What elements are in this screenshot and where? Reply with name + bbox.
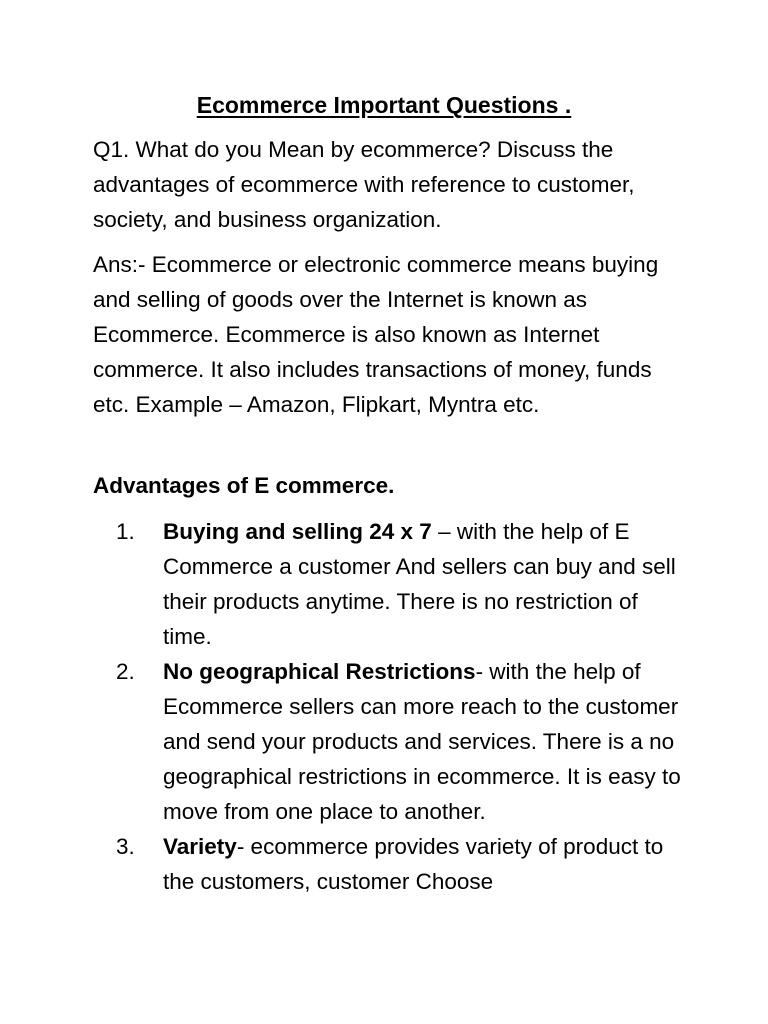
list-item xyxy=(0,829,683,899)
list-item xyxy=(0,514,683,654)
document-title: Ecommerce Important Questions . xyxy=(196,92,572,118)
list-item-title: Variety xyxy=(163,834,237,859)
list-item xyxy=(0,654,683,829)
list-item-text: - ecommerce provides variety of product to the customers, customer Choose xyxy=(163,834,664,894)
list-item-title: Buying and selling 24 x 7 xyxy=(163,519,432,544)
list-item-text: - with the help of Ecommerce sellers can more reach to the customer and send your products and services. There is a no geographical restrictions in ecommerce. It is easy to move from one place to another. xyxy=(163,659,681,824)
list-item-title: No geographical Restrictions xyxy=(163,659,476,684)
list-item-text: – with the help of E Commerce a customer And sellers can buy and sell their products anytime. There is no restriction of time. xyxy=(163,519,676,649)
list-item-number: 2. xyxy=(116,659,135,684)
advantages-list xyxy=(0,514,768,899)
answer-text: Ans:- Ecommerce or electronic commerce means buying and selling of goods over the Internet is known as Ecommerce. Ecommerce is also known as Internet commerce. It also includes transactions of money, funds etc. Example – Amazon, Flipkart, Myntra etc. xyxy=(93,252,659,417)
question-text: Q1. What do you Mean by ecommerce? Discuss the advantages of ecommerce with reference to customer, society, and business organization. xyxy=(93,137,635,232)
list-item-number: 3. xyxy=(116,834,135,859)
advantages-heading: Advantages of E commerce. xyxy=(93,473,395,498)
list-item-number: 1. xyxy=(116,519,135,544)
